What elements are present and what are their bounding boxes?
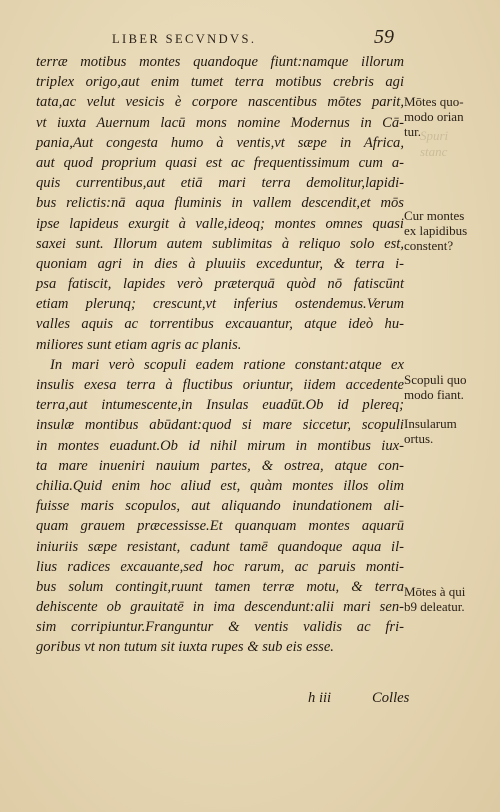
show-through-line: Spuri xyxy=(420,128,449,143)
catchword: Colles xyxy=(372,690,410,706)
text-line: ipse lapideus exurgit à valle,ideoq; montes omnes quasi xyxy=(36,215,404,232)
text-line: vt iuxta Auernum lacū mons nomine Modernus in Cā- xyxy=(36,114,404,131)
margin-note-line: modo orian xyxy=(404,109,464,124)
text-line: quam grauem præcessisse.Et quanquam montes aquarū xyxy=(36,518,404,535)
margin-note-line: Insularum xyxy=(404,416,457,431)
margin-note-line: Cur montes xyxy=(404,208,465,223)
text-line: lius radices excauante,sed hoc rarum, ac paruis monti- xyxy=(36,558,404,575)
margin-note-scopuli xyxy=(404,372,466,402)
text-line: quoniam agri in dies à pluuiis exceduntur, & terra i- xyxy=(36,255,404,272)
margin-note-insularum xyxy=(404,416,457,446)
text-line: dehiscente ob grauitatē in ima descendunt:alii mari sen- xyxy=(36,599,404,616)
signature-mark: h iii xyxy=(308,690,332,706)
paragraph-first-line: In mari verò scopuli eadem ratione constant:atque ex xyxy=(50,356,404,373)
text-line: bus relictis:nā aqua fluminis in vallem descendit,et mōs xyxy=(36,195,404,212)
main-text-block xyxy=(36,52,404,658)
text-line: miliores sunt etiam agris ac planis. xyxy=(36,336,242,353)
text-line: valles aquis ac torrentibus excauantur, atque ideò hu- xyxy=(36,316,404,333)
text-line: aut quod proprium quasi est ac frequentissimum cum a- xyxy=(36,154,404,171)
text-line: goribus vt non tutum sit iuxta rupes & sub eis esse. xyxy=(36,639,334,656)
margin-note-cur-montes xyxy=(404,208,467,253)
margin-note-line: tur. xyxy=(404,124,421,139)
text-line: triplex origo,aut enim tumet terra motibus crebris agi xyxy=(36,74,404,91)
page-footer xyxy=(36,690,410,710)
text-line: etiam plerunq; crescunt,vt inferius ostendemus.Verum xyxy=(36,296,404,313)
text-line: saxei sunt. Illorum autem sublimitas à reliquo solo est, xyxy=(36,235,404,252)
margin-note-motes-deleatur xyxy=(404,584,465,614)
margin-note-line: constent? xyxy=(404,238,454,253)
margin-note-line: ortus. xyxy=(404,431,434,446)
text-line: in montes euadunt.Ob id nihil mirum in montibus iux- xyxy=(36,437,404,454)
text-line: terræ motibus montes quandoque fiunt:namque illorum xyxy=(36,54,404,70)
text-line: sim corripiuntur.Franguntur & ventis validis ac fri- xyxy=(36,619,404,636)
text-line: insulis exesa terra à fluctibus oriuntur, iidem accedente xyxy=(36,377,404,393)
margin-note-line: Scopuli quo xyxy=(404,372,467,387)
text-line: quis currentibus,aut etiā mari terra demolitur,lapidi- xyxy=(36,175,404,192)
text-line: fuisse maris scopulos, aut aliquando inundationem ali- xyxy=(36,498,404,515)
text-line: tata,ac velut vesicis è corpore nascentibus mōtes parit, xyxy=(36,94,404,111)
margin-note-motes-orian xyxy=(404,94,464,139)
text-line: pania,Aut congesta humo à ventis,vt sæpe in Africa, xyxy=(36,134,404,151)
margin-note-line: modo fiant. xyxy=(404,387,464,402)
text-line: insulæ montibus abūdant:quod si mare siccetur, scopuli xyxy=(36,417,404,434)
page-number: 59 xyxy=(374,26,394,48)
text-line: psa fatiscit, lapides verò præterquā quòd nō fatiscūnt xyxy=(36,276,404,293)
page-header xyxy=(0,26,500,50)
text-line: iniuriis sæpe resistant, cadunt tamē quandoque aqua il- xyxy=(36,538,404,555)
running-head: LIBER SECVNDVS. xyxy=(112,32,257,46)
text-line: chilia.Quid enim hoc aliud est, quàm montes illos olim xyxy=(36,477,404,494)
text-line: bus solum contingit,ruunt tamen terræ motu, & terra xyxy=(36,578,404,595)
text-line: ta mare inueniri nauium partes, & ostrea, atque con- xyxy=(36,457,404,474)
margin-note-line: Mōtes quo- xyxy=(404,94,464,109)
margin-note-line: ex lapidibus xyxy=(404,223,468,238)
margin-note-line: b9 deleatur. xyxy=(404,599,465,614)
margin-note-line: Mōtes à qui xyxy=(404,584,466,599)
text-line: terra,aut intumescente,in Insulas euadūt.Ob id plereq; xyxy=(36,397,404,414)
show-through-line: stanc xyxy=(420,144,448,159)
